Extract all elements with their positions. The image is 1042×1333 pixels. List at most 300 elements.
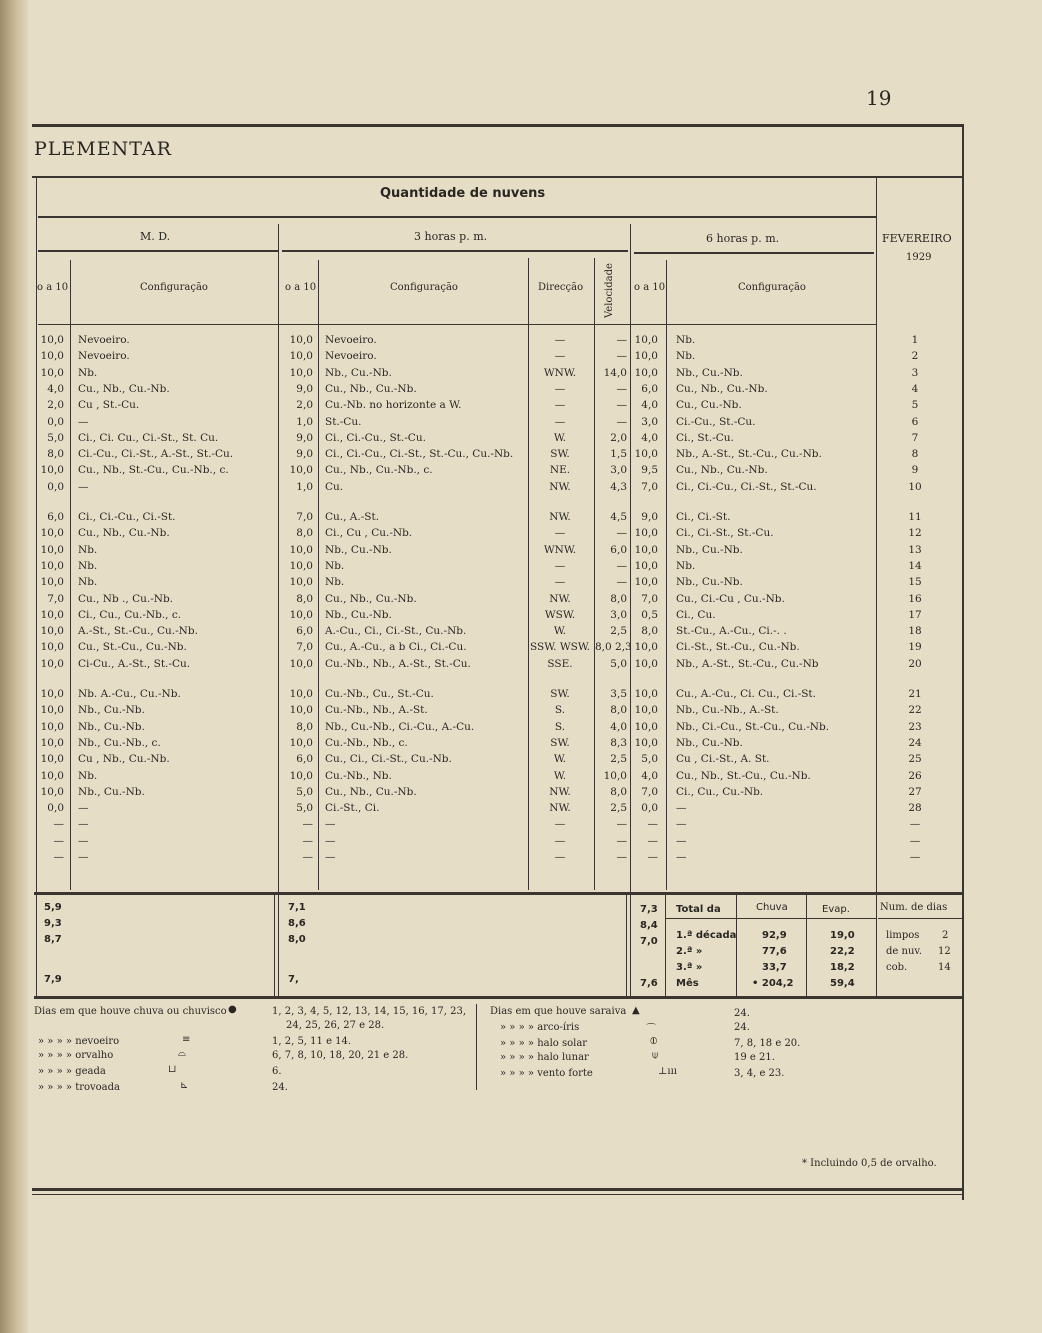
cell-d: 27 — [908, 785, 922, 798]
cell-vel: 2,5 — [610, 625, 627, 638]
legend-left-label-6: » » » » trovoada — [38, 1082, 121, 1093]
cell-md: 10,0 — [40, 688, 64, 700]
md-config-header: Configuração — [140, 282, 208, 293]
cell-h6: 10,0 — [634, 350, 658, 363]
cell-h3c: Cu., A.-St. — [325, 511, 380, 523]
cell-dir: NE. — [549, 464, 571, 477]
cell-h3: 7,0 — [296, 641, 313, 654]
table-row — [0, 576, 1042, 592]
sum-rule-4 — [736, 892, 737, 996]
cell-md: 10,0 — [40, 559, 64, 572]
cell-h3: 8,0 — [296, 720, 313, 733]
cell-vel: 8,0 — [610, 785, 627, 798]
vel-header: Velocidade — [604, 263, 615, 318]
cell-h6c: Ci., Cu. — [676, 608, 716, 621]
cell-mdc: Ci.-Cu., Ci.-St., A.-St., St.-Cu. — [78, 448, 234, 461]
cell-md: — — [53, 851, 64, 863]
cell-mdc: Nb., Cu.-Nb. — [78, 720, 145, 733]
cell-h6: — — [647, 834, 658, 847]
md-mean-3: 8,7 — [44, 934, 62, 945]
cell-d: 13 — [908, 543, 922, 556]
totals-label-1: 1.ª década — [676, 930, 737, 941]
legend-right-label-4: » » » » halo lunar — [500, 1052, 589, 1063]
totals-head-rule — [666, 918, 876, 919]
cell-vel: — — [616, 834, 627, 847]
cell-h6: 5,0 — [641, 753, 658, 766]
table-row — [0, 511, 1042, 527]
hail-icon: ▲ — [632, 1005, 640, 1016]
cell-h3c: Ci., Cu , Cu.-Nb. — [325, 527, 413, 540]
h6-mean-1: 7,3 — [640, 904, 658, 915]
cell-dir: SW. — [550, 736, 570, 749]
cell-h6c: Cu., Nb., Cu.-Nb. — [676, 382, 768, 395]
cell-h3c: Nb., Cu.-Nb. — [325, 543, 392, 556]
cell-h3: 5,0 — [296, 785, 313, 798]
rain-icon: ● — [228, 1004, 237, 1015]
sum-rule-3 — [665, 892, 666, 996]
table-row — [0, 851, 1042, 867]
table-row — [0, 399, 1042, 415]
cell-h6c: Ci.-St., St.-Cu., Cu.-Nb. — [676, 641, 800, 654]
h3-mean-month: 7, — [288, 974, 299, 985]
cell-vel: 2,5 — [610, 802, 627, 815]
cell-dir: S. — [554, 704, 566, 717]
cell-mdc: — — [78, 480, 89, 493]
cell-dir: WSW. — [544, 608, 576, 621]
table-row — [0, 770, 1042, 786]
cell-h6c: Nb., Cu.-Nb. — [676, 366, 743, 379]
cell-mdc: — — [78, 851, 89, 863]
h3-underline — [282, 250, 628, 252]
cell-vel: 8,0 2,3 — [595, 641, 632, 654]
sum-rule-1 — [274, 892, 275, 996]
cell-h3: 9,0 — [296, 382, 313, 395]
cell-vel: — — [616, 527, 627, 540]
cell-h3c: Nb., Cu.-Nb. — [325, 608, 392, 621]
cell-dir: SW. — [550, 448, 570, 461]
fog-icon: ≡ — [182, 1034, 191, 1045]
table-row — [0, 818, 1042, 834]
page-number: 19 — [866, 86, 892, 110]
cell-vel: 3,5 — [610, 688, 627, 700]
cell-dir: SSW. WSW. — [530, 641, 591, 654]
legend-right-days-2: 24. — [734, 1022, 750, 1033]
cell-md: 10,0 — [40, 736, 64, 749]
cell-h6: — — [647, 851, 658, 863]
totals-label-3: 3.ª » — [676, 962, 703, 973]
cell-dir: — — [554, 334, 566, 346]
legend-right-days-5: 3, 4, e 23. — [734, 1068, 785, 1079]
cell-h3c: Cu.-Nb., Nb. — [325, 769, 392, 782]
dew-icon: ⌓ — [178, 1048, 186, 1059]
cell-md: — — [53, 834, 64, 847]
totals-chuva-month: • 204,2 — [752, 978, 794, 989]
cell-mdc: Nb., Cu.-Nb. — [78, 704, 145, 717]
cell-d: 20 — [908, 657, 922, 670]
cell-d: 9 — [911, 464, 919, 477]
table-row — [0, 560, 1042, 576]
cell-md: 10,0 — [40, 753, 64, 766]
cell-h6c: Cu , Ci.-St., A. St. — [676, 753, 770, 766]
cell-d: 10 — [908, 480, 922, 493]
cell-md: 10,0 — [40, 350, 64, 363]
table-row — [0, 641, 1042, 657]
cell-h3c: Cu.-Nb., Cu., St.-Cu. — [325, 688, 434, 700]
cell-h3: 10,0 — [289, 576, 313, 589]
cell-h3c: Cu., Nb., Cu.-Nb. — [325, 382, 417, 395]
cell-d: 16 — [908, 592, 922, 605]
title-underline — [38, 216, 876, 218]
cell-mdc: Cu., Nb., St.-Cu., Cu.-Nb., c. — [78, 464, 229, 477]
footnote: * Incluindo 0,5 de orvalho. — [802, 1158, 937, 1169]
cell-h6c: Cu., Nb., St.-Cu., Cu.-Nb. — [676, 769, 811, 782]
cell-dir: — — [554, 834, 566, 847]
cell-h6c: — — [676, 802, 687, 815]
cell-h6: 10,0 — [634, 576, 658, 589]
cell-md: 10,0 — [40, 366, 64, 379]
cell-h3c: A.-Cu., Ci., Ci.-St., Cu.-Nb. — [325, 625, 467, 638]
cell-vel: 4,3 — [610, 480, 627, 493]
legend-right-days-3: 7, 8, 18 e 20. — [734, 1038, 801, 1049]
cell-d: 25 — [908, 753, 922, 766]
cell-dir: — — [554, 851, 566, 863]
cell-dir: W. — [553, 769, 567, 782]
legend-left-days-2: 24, 25, 26, 27 e 28. — [286, 1020, 385, 1031]
cell-h6c: Nb. — [676, 334, 696, 346]
cell-h3c: Nevoeiro. — [325, 334, 377, 346]
h3-scale-header: o a 10 — [285, 282, 317, 293]
cell-h6c: Nb., Cu.-Nb. — [676, 576, 743, 589]
cell-d: 28 — [908, 802, 922, 815]
cell-vel: — — [616, 818, 627, 831]
cell-vel: — — [616, 399, 627, 412]
cell-h3: — — [302, 851, 313, 863]
solar-halo-icon: ⦶ — [650, 1036, 658, 1047]
cell-md: 10,0 — [40, 464, 64, 477]
cell-h3: 6,0 — [296, 625, 313, 638]
cell-md: 5,0 — [47, 431, 64, 444]
sum-rule-2 — [626, 892, 627, 996]
cell-md: 10,0 — [40, 543, 64, 556]
table-row — [0, 658, 1042, 674]
cell-h6: 6,0 — [641, 382, 658, 395]
bottom-rule — [32, 1188, 964, 1191]
md-scale-header: o a 10 — [37, 282, 69, 293]
table-row — [0, 786, 1042, 802]
cell-dir: S. — [554, 720, 566, 733]
cell-vel: — — [616, 415, 627, 428]
legend-left-days-6: 24. — [272, 1082, 288, 1093]
cell-h3: 10,0 — [289, 736, 313, 749]
totals-chuva-3: 33,7 — [762, 962, 787, 973]
table-row — [0, 448, 1042, 464]
cell-dir: SW. — [550, 688, 570, 700]
md-mean-month: 7,9 — [44, 974, 62, 985]
cell-h6c: Nb., Cu.-Nb., A.-St. — [676, 704, 779, 717]
cell-h3: 10,0 — [289, 543, 313, 556]
cell-h6c: Ci., Ci.-St. — [676, 511, 731, 523]
cell-h6: 3,0 — [641, 415, 658, 428]
totals-chuva-2: 77,6 — [762, 946, 787, 957]
cell-h6: 10,0 — [634, 641, 658, 654]
cell-h3: 10,0 — [289, 334, 313, 346]
table-row — [0, 593, 1042, 609]
cell-dir: NW. — [549, 785, 571, 798]
cell-d: 5 — [911, 399, 919, 412]
cell-h6c: Nb. — [676, 350, 696, 363]
cell-mdc: Nb. — [78, 576, 98, 589]
cell-h3: 7,0 — [296, 511, 313, 523]
cell-h3: 6,0 — [296, 753, 313, 766]
cell-md: 10,0 — [40, 608, 64, 621]
legend-left-label-3: » » » » nevoeiro — [38, 1036, 120, 1047]
cell-vel: 3,0 — [610, 608, 627, 621]
strong-wind-icon: ⊥ııı — [658, 1066, 677, 1077]
cell-h3: 8,0 — [296, 592, 313, 605]
cell-dir: NW. — [549, 802, 571, 815]
cell-d: 26 — [908, 769, 922, 782]
legend-right-label-1: Dias em que houve saraiva — [490, 1006, 627, 1017]
legend-right-label-2: » » » » arco-íris — [500, 1022, 580, 1033]
cell-vel: — — [616, 559, 627, 572]
table-title: Quantidade de nuvens — [380, 186, 546, 201]
cell-mdc: Nb. — [78, 559, 98, 572]
days-head: Num. de dias — [880, 902, 948, 913]
cell-h6c: Nb., A.-St., St.-Cu., Cu.-Nb. — [676, 448, 822, 461]
cell-mdc: Nb., Cu.-Nb. — [78, 785, 145, 798]
cell-h3: 10,0 — [289, 657, 313, 670]
cell-md: 0,0 — [47, 802, 64, 815]
cell-h6: 10,0 — [634, 543, 658, 556]
cell-h6c: Nb., A.-St., St.-Cu., Cu.-Nb — [676, 657, 819, 670]
cell-h6c: — — [676, 834, 687, 847]
cell-md: 0,0 — [47, 415, 64, 428]
cell-md: 10,0 — [40, 657, 64, 670]
evap-head: Evap. — [822, 904, 850, 915]
cell-dir: W. — [553, 625, 567, 638]
cell-h6: 9,5 — [641, 464, 658, 477]
cell-h3c: Cu., Nb., Cu.-Nb., c. — [325, 464, 433, 477]
cell-md: 8,0 — [47, 448, 64, 461]
cell-h6c: Ci., Ci.-St., St.-Cu. — [676, 527, 774, 540]
cell-h6: 4,0 — [641, 431, 658, 444]
cell-vel: — — [616, 576, 627, 589]
cell-h6c: Cu., A.-Cu., Ci. Cu., Ci.-St. — [676, 688, 816, 700]
legend-left-days-3: 1, 2, 5, 11 e 14. — [272, 1036, 352, 1047]
thunderstorm-icon: ⊾ — [180, 1080, 189, 1091]
cell-h3: 5,0 — [296, 802, 313, 815]
cell-dir: NW. — [549, 511, 571, 523]
cell-h3: 1,0 — [296, 480, 313, 493]
table-row — [0, 609, 1042, 625]
cell-vel: 5,0 — [610, 657, 627, 670]
cell-mdc: Cu., Nb ., Cu.-Nb. — [78, 592, 173, 605]
legend-left-days-5: 6. — [272, 1066, 282, 1077]
md-underline — [38, 250, 278, 252]
sum-rule-5 — [806, 892, 807, 996]
rainbow-icon: ⌒ — [646, 1024, 656, 1035]
dir-header: Direcção — [538, 282, 584, 293]
cell-md: 10,0 — [40, 334, 64, 346]
summary-rule — [34, 892, 962, 895]
days-label-2: de nuv. — [886, 946, 923, 957]
cell-mdc: Cu , Nb., Cu.-Nb. — [78, 753, 170, 766]
totals-head: Total da — [676, 904, 721, 915]
cell-vel: — — [616, 851, 627, 863]
totals-evap-2: 22,2 — [830, 946, 855, 957]
cell-h6c: Ci., Ci.-Cu., Ci.-St., St.-Cu. — [676, 480, 817, 493]
h3-config-header: Configuração — [390, 282, 458, 293]
cell-d: 15 — [908, 576, 922, 589]
cell-vel: 4,0 — [610, 720, 627, 733]
table-row — [0, 367, 1042, 383]
h6-mean-3: 7,0 — [640, 936, 658, 947]
cell-mdc: Cu., St.-Cu., Cu.-Nb. — [78, 641, 187, 654]
cell-md: — — [53, 818, 64, 831]
legend-right-label-5: » » » » vento forte — [500, 1068, 593, 1079]
cell-h3: 10,0 — [289, 769, 313, 782]
cell-mdc: Nb. — [78, 769, 98, 782]
table-row — [0, 625, 1042, 641]
cell-mdc: — — [78, 415, 89, 428]
cell-h3c: Cu., Ci., Ci.-St., Cu.-Nb. — [325, 753, 452, 766]
cell-md: 10,0 — [40, 641, 64, 654]
table-row — [0, 835, 1042, 851]
cell-h6c: Nb., Ci.-Cu., St.-Cu., Cu.-Nb. — [676, 720, 830, 733]
cell-md: 6,0 — [47, 511, 64, 523]
cell-h3c: Cu.-Nb., Nb., A.-St., St.-Cu. — [325, 657, 471, 670]
cell-h6: 10,0 — [634, 559, 658, 572]
cell-h3c: Nb., Cu.-Nb., Ci.-Cu., A.-Cu. — [325, 720, 475, 733]
frost-icon: ⊔ — [168, 1064, 177, 1075]
cell-h6: 10,0 — [634, 688, 658, 700]
cell-mdc: Ci., Ci. Cu., Ci.-St., St. Cu. — [78, 431, 219, 444]
cell-md: 10,0 — [40, 720, 64, 733]
chuva-head: Chuva — [756, 902, 788, 913]
cell-dir: — — [554, 527, 566, 540]
cell-h3c: Nb. — [325, 559, 345, 572]
table-row — [0, 721, 1042, 737]
cell-dir: — — [554, 399, 566, 412]
cell-vel: 8,0 — [610, 592, 627, 605]
cell-h3: 10,0 — [289, 608, 313, 621]
cell-h3c: Ci., Ci.-Cu., Ci.-St., St.-Cu., Cu.-Nb. — [325, 448, 514, 461]
cell-md: 10,0 — [40, 625, 64, 638]
cell-d: 2 — [911, 350, 919, 363]
cell-d: 19 — [908, 641, 922, 654]
cell-dir: — — [554, 818, 566, 831]
cell-mdc: Nb. — [78, 543, 98, 556]
cell-mdc: — — [78, 818, 89, 831]
lunar-halo-icon: ⍦ — [652, 1050, 658, 1061]
group-3h: 3 horas p. m. — [414, 230, 488, 243]
cell-h3: 10,0 — [289, 366, 313, 379]
cell-d: 4 — [911, 382, 919, 395]
year-label: 1929 — [906, 252, 932, 263]
cell-d: 6 — [911, 415, 919, 428]
md-mean-2: 9,3 — [44, 918, 62, 929]
cell-d: 3 — [911, 366, 919, 379]
table-row — [0, 802, 1042, 818]
cell-h3c: Nevoeiro. — [325, 350, 377, 363]
cell-h6: 0,5 — [641, 608, 658, 621]
cell-h6c: Cu., Nb., Cu.-Nb. — [676, 464, 768, 477]
cell-vel: 4,5 — [610, 511, 627, 523]
cell-h6c: Ci., Cu., Cu.-Nb. — [676, 785, 764, 798]
h6-underline — [634, 252, 874, 254]
cell-dir: WNW. — [543, 543, 577, 556]
table-row — [0, 383, 1042, 399]
cell-md: 0,0 — [47, 480, 64, 493]
legend-right-days-4: 19 e 21. — [734, 1052, 775, 1063]
cell-mdc: — — [78, 802, 89, 815]
cell-dir: SSE. — [547, 657, 573, 670]
h3-mean-3: 8,0 — [288, 934, 306, 945]
cell-md: 10,0 — [40, 785, 64, 798]
cell-h3: 10,0 — [289, 350, 313, 363]
cell-d: 23 — [908, 720, 922, 733]
cell-h3c: Cu.-Nb., Nb., c. — [325, 736, 408, 749]
cell-d: 7 — [911, 431, 919, 444]
cell-h3: 2,0 — [296, 399, 313, 412]
cell-md: 10,0 — [40, 527, 64, 540]
cell-h6: 10,0 — [634, 527, 658, 540]
cell-h6c: Cu., Cu.-Nb. — [676, 399, 742, 412]
cell-h3c: Cu.-Nb., Nb., A.-St. — [325, 704, 428, 717]
cell-h3c: Cu., Nb., Cu.-Nb. — [325, 785, 417, 798]
cell-d: 18 — [908, 625, 922, 638]
cell-mdc: — — [78, 834, 89, 847]
cell-h6: 0,0 — [641, 802, 658, 815]
days-value-3: 14 — [938, 962, 951, 973]
cell-d: 11 — [908, 511, 922, 523]
cell-h3c: Cu., A.-Cu., a b Ci., Ci.-Cu. — [325, 641, 467, 654]
cell-d: 21 — [908, 688, 922, 700]
h6-config-header: Configuração — [738, 282, 806, 293]
table-row — [0, 688, 1042, 704]
cell-md: 10,0 — [40, 769, 64, 782]
cell-dir: — — [554, 382, 566, 395]
cell-vel: 8,3 — [610, 736, 627, 749]
cell-h3: 9,0 — [296, 448, 313, 461]
cell-vel: 6,0 — [610, 543, 627, 556]
cell-h3c: Nb. — [325, 576, 345, 589]
table-row — [0, 527, 1042, 543]
header-rule — [32, 176, 962, 178]
cell-mdc: Nb. — [78, 366, 98, 379]
cell-h3c: — — [325, 834, 336, 847]
cell-h6: 7,0 — [641, 592, 658, 605]
cell-vel: 8,0 — [610, 704, 627, 717]
days-value-2: 12 — [938, 946, 951, 957]
cell-d: — — [909, 834, 921, 847]
cell-mdc: Nb. A.-Cu., Cu.-Nb. — [78, 688, 181, 700]
days-label-1: limpos — [886, 930, 920, 941]
cell-vel: 3,0 — [610, 464, 627, 477]
cell-h6c: Cu., Ci.-Cu , Cu.-Nb. — [676, 592, 785, 605]
cell-d: — — [909, 851, 921, 863]
cell-h3c: — — [325, 851, 336, 863]
cell-mdc: A.-St., St.-Cu., Cu.-Nb. — [78, 625, 198, 638]
h3-mean-2: 8,6 — [288, 918, 306, 929]
cell-mdc: Cu., Nb., Cu.-Nb. — [78, 527, 170, 540]
legend-right-label-3: » » » » halo solar — [500, 1038, 588, 1049]
cell-d: 24 — [908, 736, 922, 749]
cell-d: 22 — [908, 704, 922, 717]
cell-h6c: — — [676, 851, 687, 863]
days-label-3: cob. — [886, 962, 908, 973]
cell-h3c: — — [325, 818, 336, 831]
